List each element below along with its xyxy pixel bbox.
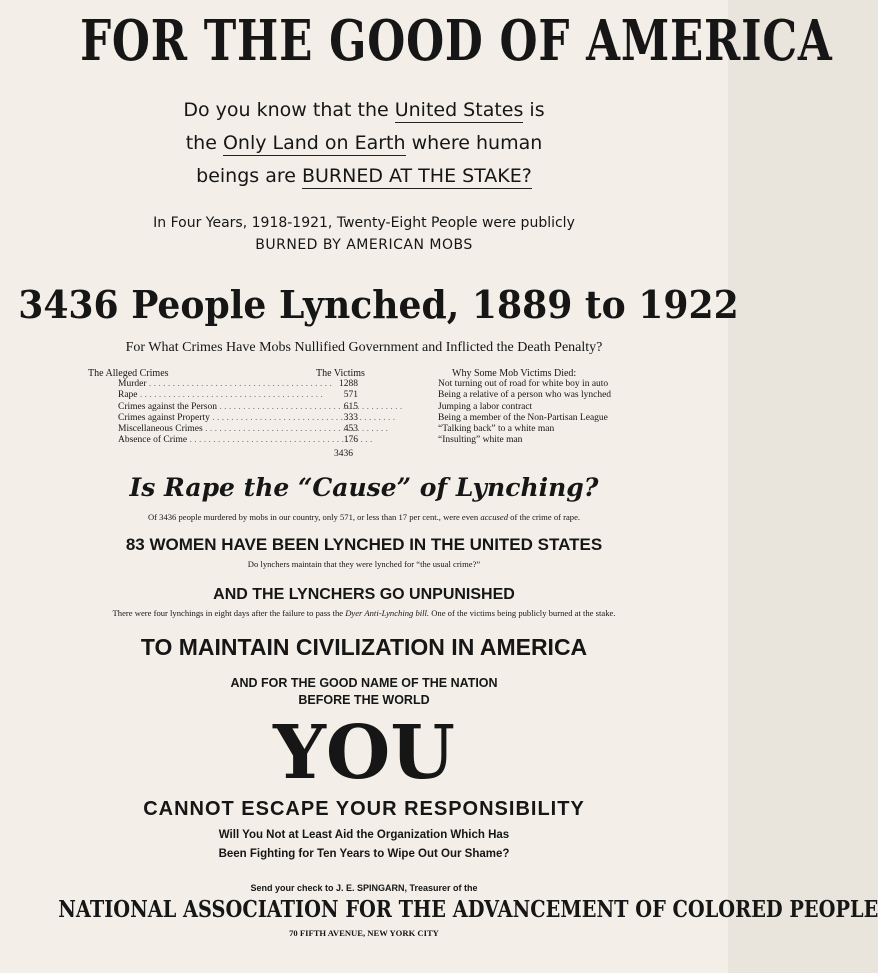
aid-line-2: Been Fighting for Ten Years to Wipe Out Our Shame? <box>218 848 510 860</box>
crime-victims: 571 <box>343 390 358 401</box>
crime-victims: 615 <box>343 401 358 412</box>
question-line-1: Do you know that the United States is <box>183 99 545 121</box>
crimes-total: 3436 <box>334 449 353 460</box>
unpunished-note: There were four lynchings in eight days after the failure to pass the Dyer Anti-Lynching bill. One of the victims being publicly burned at the stake. <box>112 608 616 618</box>
women-note: Do lynchers maintain that they were lynched for “the usual crime?” <box>247 559 481 569</box>
crime-row <box>118 435 365 446</box>
crimes-table-header <box>88 368 365 379</box>
header-alleged-crimes: The Alleged Crimes <box>88 368 169 379</box>
women-headline: 83 WOMEN HAVE BEEN LYNCHED IN THE UNITED STATES <box>125 535 603 554</box>
reason-item: Not turning out of road for white boy in auto <box>438 379 609 390</box>
united-states-underlined: United States <box>394 99 524 121</box>
header-victims: The Victims <box>316 368 365 379</box>
reasons-items <box>438 379 611 446</box>
poster-title: FOR THE GOOD OF AMERICA <box>80 8 833 74</box>
rape-cause-note: Of 3436 people murdered by mobs in our country, only 571, or less than 17 per cent., were even accused of the crime of rape. <box>147 512 581 522</box>
lynched-headline: 3436 People Lynched, 1889 to 1922 <box>18 282 739 327</box>
crime-victims: 1288 <box>339 379 358 390</box>
reason-item: Being a member of the Non-Partisan League <box>438 412 608 423</box>
civilization-line-2: AND FOR THE GOOD NAME OF THE NATION <box>230 676 498 690</box>
crime-name: Rape . . . <box>118 390 256 401</box>
you-headline: YOU <box>273 710 455 796</box>
crime-name: Crimes against the Person . . . <box>118 402 256 413</box>
crime-row <box>118 390 365 401</box>
crimes-table <box>88 368 365 461</box>
crime-victims: 453 <box>343 424 358 435</box>
crime-name: Absence of Crime . . . <box>118 435 256 446</box>
responsibility-headline: CANNOT ESCAPE YOUR RESPONSIBILITY <box>143 798 585 820</box>
aid-line-1: Will You Not at Least Aid the Organization Which Has <box>218 829 510 841</box>
rape-cause-headline: Is Rape the “Cause” of Lynching? <box>129 473 599 502</box>
crime-row <box>118 413 365 424</box>
crimes-question: For What Crimes Have Mobs Nullified Government and Inflicted the Death Penalty? <box>125 340 603 355</box>
burned-at-stake-underlined: BURNED AT THE STAKE? <box>301 165 532 187</box>
unpunished-headline: AND THE LYNCHERS GO UNPUNISHED <box>213 586 515 603</box>
check-line: Send your check to J. E. SPINGARN, Treasurer of the <box>250 883 478 893</box>
question-line-3: beings are BURNED AT THE STAKE? <box>196 165 532 187</box>
reason-item: “Talking back” to a white man <box>438 424 555 435</box>
reasons-list <box>438 368 611 446</box>
reasons-header: Why Some Mob Victims Died: <box>452 368 577 379</box>
crime-row <box>118 379 365 390</box>
reason-item: Jumping a labor contract <box>438 401 533 412</box>
address: 70 FIFTH AVENUE, NEW YORK CITY <box>289 928 439 938</box>
only-land-underlined: Only Land on Earth <box>222 132 406 154</box>
crimes-total-row <box>88 449 365 460</box>
question-line-2: the Only Land on Earth where human <box>185 132 543 154</box>
crime-victims: 176 <box>343 435 358 446</box>
crime-row <box>118 402 365 413</box>
civilization-line-3: BEFORE THE WORLD <box>298 693 430 707</box>
burned-line-2: BURNED BY AMERICAN MOBS <box>255 237 473 253</box>
crime-name: Miscellaneous Crimes . . . <box>118 424 256 435</box>
civilization-headline: TO MAINTAIN CIVILIZATION IN AMERICA <box>140 634 588 660</box>
crime-name: Murder . . . <box>118 379 256 390</box>
crime-victims: 333 <box>343 412 358 423</box>
crime-name: Crimes against Property . . . <box>118 413 256 424</box>
organization-name: NATIONAL ASSOCIATION FOR THE ADVANCEMENT OF COLORED PEOPLE <box>58 896 878 923</box>
crime-row <box>118 424 365 435</box>
burned-line-1: In Four Years, 1918-1921, Twenty-Eight People were publicly <box>153 215 575 231</box>
reason-item: “Insulting” white man <box>438 435 523 446</box>
crimes-rows <box>88 379 365 446</box>
reason-item: Being a relative of a person who was lynched <box>438 390 612 401</box>
